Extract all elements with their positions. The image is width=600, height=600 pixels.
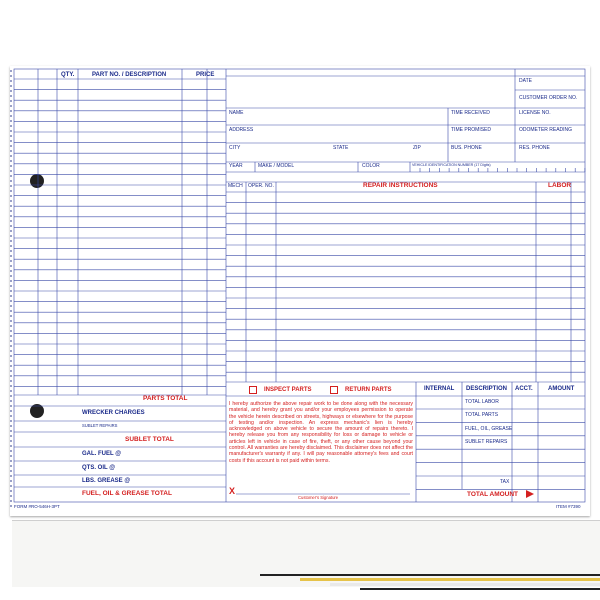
zip-field: ZIP xyxy=(413,145,421,151)
parts-total-label: PARTS TOTAL xyxy=(143,395,188,402)
tax-label: TAX xyxy=(500,479,510,485)
total-parts-label: TOTAL PARTS xyxy=(465,412,499,418)
acct-column: ACCT. xyxy=(515,386,533,392)
make-model-field: MAKE / MODEL xyxy=(258,163,295,169)
address-field: ADDRESS xyxy=(229,127,254,133)
lbs-grease-label: LBS. GREASE @ xyxy=(82,478,131,484)
amount-column: AMOUNT xyxy=(548,386,575,392)
col-part-description: PART NO. / DESCRIPTION xyxy=(92,72,167,78)
internal-column: INTERNAL xyxy=(424,386,455,392)
wrecker-charges-label: WRECKER CHARGES xyxy=(82,410,145,416)
description-column: DESCRIPTION xyxy=(466,386,508,392)
color-field: COLOR xyxy=(362,163,380,169)
total-labor-label: TOTAL LABOR xyxy=(465,399,499,405)
res-phone-field: RES. PHONE xyxy=(519,145,550,151)
fuel-oil-grease-total-label: FUEL, OIL & GREASE TOTAL xyxy=(82,490,172,497)
sublet-total-label: SUBLET TOTAL xyxy=(125,436,174,443)
sublet-repairs-total-label: SUBLET REPAIRS xyxy=(465,439,508,445)
qts-oil-label: QTS. OIL @ xyxy=(82,465,116,471)
arrow-right-icon xyxy=(526,490,534,498)
oper-no-column: OPER. NO. xyxy=(248,183,274,189)
inspect-parts-label: INSPECT PARTS xyxy=(264,387,312,393)
return-parts-label: RETURN PARTS xyxy=(345,387,392,393)
gal-fuel-label: GAL. FUEL @ xyxy=(82,451,122,457)
authorization-disclaimer: I hereby authorize the above repair work to be done along with the necessary material, and hereby grant you and/or your employees permission to operate the vehicle herein described on streets, highways or elsewhere for the purpose of testing and/or inspection. An express mechanic's lien is hereby acknowledged on above vehicle to secure the amount of repairs thereto. I hereby release you from any responsibility for loss or damage to vehicle or articles left in vehicle in case of fire, theft, or any other cause beyond your control. All warranties are hereby disclaimed. This disclaimer does not affect the manufacturer's warranty if any. I will pay reasonable attorney's fees and court costs if this account is not paid within terms. xyxy=(229,401,413,464)
bus-phone-field: BUS. PHONE xyxy=(451,145,482,151)
form-number: FORM #RO-546H-3PT xyxy=(14,504,60,509)
mech-column: MECH xyxy=(228,183,243,189)
year-field: YEAR xyxy=(229,163,243,169)
license-field: LICENSE NO. xyxy=(519,110,551,116)
return-parts-checkbox xyxy=(330,386,338,394)
vin-field: VEHICLE IDENTIFICATION NUMBER (17 Digits) xyxy=(412,163,491,167)
time-received-field: TIME RECEIVED xyxy=(451,110,490,116)
name-field: NAME xyxy=(229,110,244,116)
repair-instructions-title: REPAIR INSTRUCTIONS xyxy=(363,182,438,189)
state-field: STATE xyxy=(333,145,349,151)
item-number: ITEM #7390 xyxy=(556,504,581,509)
sublet-repairs-label: SUBLET REPAIRS xyxy=(82,423,118,428)
odometer-field: ODOMETER READING xyxy=(519,127,573,133)
labor-title: LABOR xyxy=(548,182,572,189)
date-field: DATE xyxy=(519,78,532,84)
customer-signature-label: Customer's Signature xyxy=(298,495,339,500)
time-promised-field: TIME PROMISED xyxy=(451,127,492,133)
signature-x-mark: X xyxy=(229,486,236,496)
fuel-oil-grease-label: FUEL, OIL, GREASE xyxy=(465,426,513,432)
col-qty: QTY. xyxy=(61,72,75,78)
col-price: PRICE xyxy=(196,72,215,78)
inspect-parts-checkbox xyxy=(249,386,257,394)
customer-order-field: CUSTOMER ORDER NO. xyxy=(519,95,578,101)
city-field: CITY xyxy=(229,145,241,151)
total-amount-label: TOTAL AMOUNT xyxy=(467,491,519,498)
